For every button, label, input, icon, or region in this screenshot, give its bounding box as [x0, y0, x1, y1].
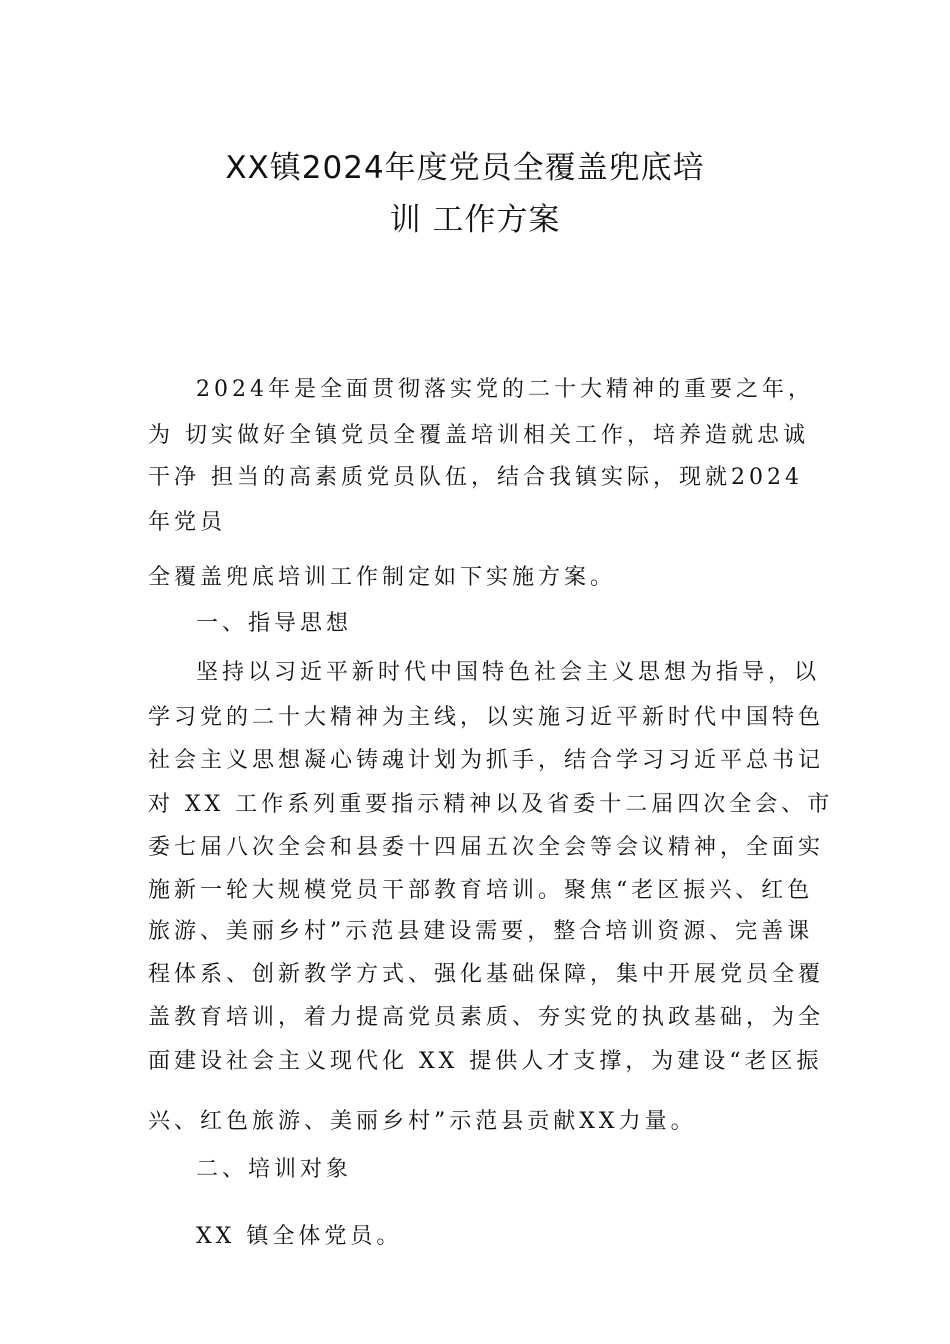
intro-line-4: 年党员: [148, 510, 227, 535]
body-line-11: 兴、红色旅游、美丽乡村”示范县贡献XX力量。: [148, 1109, 697, 1134]
body-line-10: 面建设社会主义现代化 XX 提供人才支撑，为建设“老区振: [148, 1049, 823, 1074]
intro-line-2: 为 切实做好全镇党员全覆盖培训相关工作，培养造就忠诚: [148, 423, 809, 448]
body-line-9: 盖教育培训，着力提高党员素质、夯实党的执政基础，为全: [148, 1005, 825, 1030]
body-line-3: 社会主义思想凝心铸魂计划为抓手，结合学习习近平总书记: [148, 748, 825, 773]
body-line-4: 对 XX 工作系列重要指示精神以及省委十二届四次全会、市: [148, 792, 834, 817]
body-line-5: 委七届八次全会和县委十四届五次全会等会议精神，全面实: [148, 835, 825, 860]
document-title-line-2: 训 工作方案: [389, 202, 561, 238]
body-line-7: 旅游、美丽乡村”示范县建设需要，整合培训资源、完善课: [148, 919, 814, 944]
body-line-1: 坚持以习近平新时代中国特色社会主义思想为指导，以: [196, 660, 821, 685]
intro-line-3: 干净 担当的高素质党员队伍，结合我镇实际，现就2024: [148, 465, 803, 490]
section-heading-training-target: 二、培训对象: [196, 1157, 353, 1182]
training-target-text: XX 镇全体党员。: [196, 1224, 403, 1249]
intro-line-1: 2024年是全面贯彻落实党的二十大精神的重要之年，: [196, 377, 814, 402]
body-line-6: 施新一轮大规模党员干部教育培训。聚焦“老区振兴、红色: [148, 878, 814, 903]
body-line-2: 学习党的二十大精神为主线，以实施习近平新时代中国特色: [148, 705, 825, 730]
body-line-8: 程体系、创新教学方式、强化基础保障，集中开展党员全覆: [148, 962, 825, 987]
section-heading-guiding-thought: 一、指导思想: [196, 611, 353, 636]
document-title-line-1: XX镇2024年度党员全覆盖兜底培: [225, 150, 705, 186]
intro-line-5: 全覆盖兜底培训工作制定如下实施方案。: [148, 565, 617, 590]
